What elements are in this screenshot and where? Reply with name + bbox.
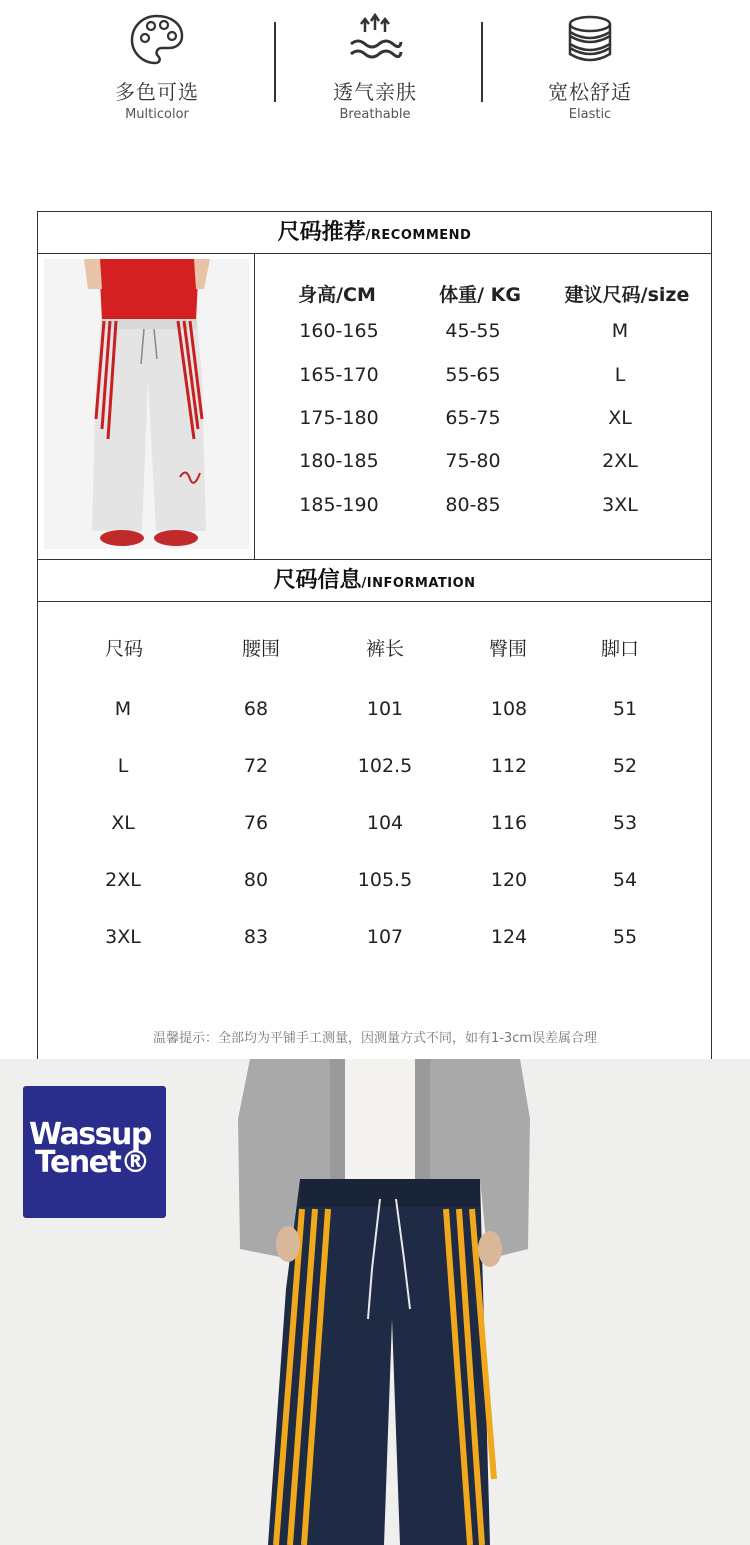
recommend-title: 尺码推荐: [277, 220, 366, 245]
info-col-hip: 臀围: [488, 638, 527, 660]
feature-subtitle: Multicolor: [125, 107, 189, 122]
info-col-length: 裤长: [365, 638, 404, 660]
info-cell: 112: [490, 755, 528, 777]
recommend-cell: 45-55: [445, 320, 501, 342]
feature-title: 透气亲肤: [333, 80, 417, 104]
recommend-cell: 180-185: [299, 450, 379, 472]
info-cell: 76: [243, 812, 269, 834]
recommend-col-weight: 体重/ KG: [439, 284, 521, 306]
info-cell: L: [117, 755, 129, 777]
brand-line2: Tenet®: [35, 1145, 149, 1180]
info-cell: 51: [612, 698, 638, 720]
feature-subtitle: Breathable: [339, 107, 411, 122]
info-cell: 101: [366, 698, 404, 720]
info-cell: 116: [490, 812, 528, 834]
info-cell: 104: [366, 812, 404, 834]
measurement-note: 温馨提示：全部均为平铺手工测量，因测量方式不同，如有1-3cm误差属合理: [152, 1031, 598, 1046]
recommend-cell: 3XL: [602, 494, 638, 516]
recommend-cell: 185-190: [299, 494, 379, 516]
info-cell: 3XL: [105, 926, 141, 948]
info-cell: XL: [111, 812, 135, 834]
info-col-size: 尺码: [104, 638, 143, 660]
recommend-cell: 65-75: [445, 407, 501, 429]
info-cell: 53: [612, 812, 638, 834]
feature-elastic: [490, 10, 690, 122]
info-cell: 120: [490, 869, 528, 891]
recommend-col-size: 建议尺码/size: [564, 284, 690, 306]
feature-breathable: [275, 10, 475, 122]
info-cell: 54: [612, 869, 638, 891]
feature-title: 宽松舒适: [548, 80, 632, 104]
recommend-cell: 160-165: [299, 320, 379, 342]
recommend-cell: L: [614, 364, 626, 386]
info-cell: 2XL: [105, 869, 141, 891]
recommend-cell: 175-180: [299, 407, 379, 429]
product-photo-grey-pants: [44, 259, 249, 549]
information-title-en: /INFORMATION: [361, 576, 476, 591]
stack-icon: [560, 10, 620, 70]
info-cell: 55: [612, 926, 638, 948]
feature-title: 多色可选: [115, 80, 199, 104]
info-cell: 52: [612, 755, 638, 777]
feature-subtitle: Elastic: [568, 107, 612, 122]
info-cell: M: [114, 698, 132, 720]
info-cell: 68: [243, 698, 269, 720]
brand-logo: [23, 1086, 166, 1218]
info-cell: 80: [243, 869, 269, 891]
breathable-icon: [345, 10, 405, 70]
info-cell: 102.5: [357, 755, 413, 777]
recommend-header: [37, 211, 712, 254]
info-cell: 107: [366, 926, 404, 948]
information-title: 尺码信息: [273, 568, 362, 593]
info-col-hem: 脚口: [600, 638, 639, 660]
palette-icon: [127, 10, 187, 70]
info-cell: 83: [243, 926, 269, 948]
info-cell: 108: [490, 698, 528, 720]
feature-row: [0, 0, 750, 130]
info-cell: 105.5: [357, 869, 413, 891]
recommend-cell: XL: [608, 407, 632, 429]
info-cell: 124: [490, 926, 528, 948]
feature-multicolor: [57, 10, 257, 122]
recommend-cell: 165-170: [299, 364, 379, 386]
information-header: [37, 559, 712, 602]
recommend-cell: M: [611, 320, 629, 342]
recommend-cell: 55-65: [445, 364, 501, 386]
brand-line1: Wassup: [29, 1117, 151, 1152]
recommend-col-height: 身高/CM: [298, 284, 376, 306]
recommend-cell: 2XL: [602, 450, 638, 472]
info-col-waist: 腰围: [241, 638, 280, 660]
divider: [481, 22, 483, 102]
recommend-cell: 75-80: [445, 450, 501, 472]
recommend-cell: 80-85: [445, 494, 501, 516]
recommend-title-en: /RECOMMEND: [365, 228, 472, 243]
info-cell: 72: [243, 755, 269, 777]
column-divider: [254, 254, 255, 559]
